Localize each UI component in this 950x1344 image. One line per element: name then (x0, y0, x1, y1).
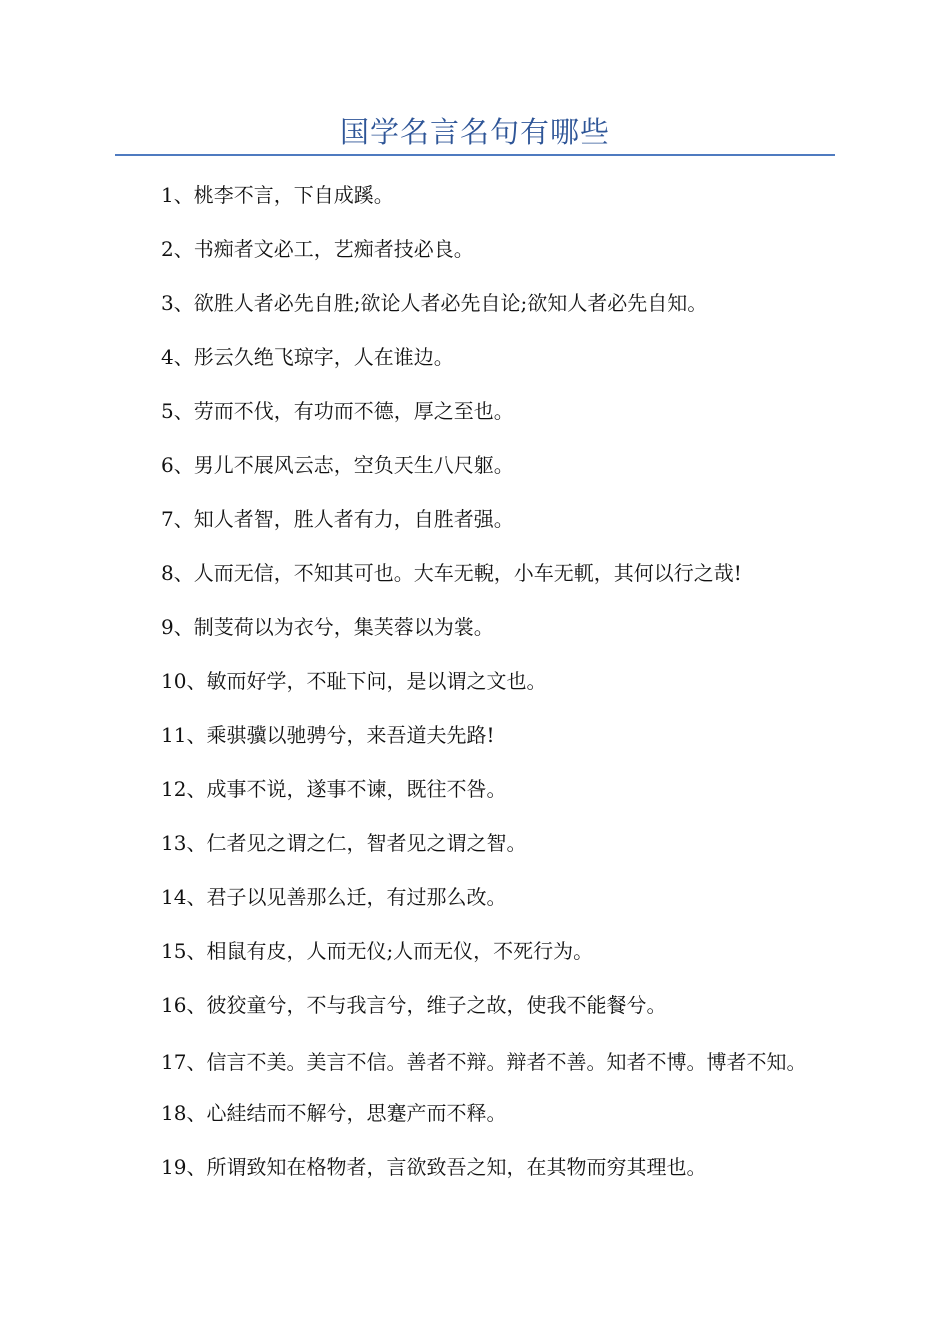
quote-item-12: 12、成事不说，遂事不谏，既往不咎。 (161, 777, 507, 801)
quote-item-2: 2、书痴者文必工，艺痴者技必良。 (161, 237, 474, 261)
quote-item-5: 5、劳而不伐，有功而不德，厚之至也。 (161, 399, 514, 423)
quote-item-1: 1、桃李不言，下自成蹊。 (161, 183, 394, 207)
quote-item-18: 18、心絓结而不解兮，思蹇产而不释。 (161, 1101, 507, 1125)
quote-item-6: 6、男儿不展风云志，空负天生八尺躯。 (161, 453, 514, 477)
quote-item-17: 17、信言不美。美言不信。善者不辩。辩者不善。知者不博。博者不知。 (161, 1050, 807, 1074)
quote-list (115, 179, 835, 1205)
quote-item-7: 7、知人者智，胜人者有力，自胜者强。 (161, 507, 514, 531)
quote-item-13: 13、仁者见之谓之仁，智者见之谓之智。 (161, 831, 527, 855)
quote-item-10: 10、敏而好学，不耻下问，是以谓之文也。 (161, 669, 547, 693)
quote-item-8: 8、人而无信，不知其可也。大车无輗，小车无軏，其何以行之哉! (161, 561, 742, 585)
quote-item-3: 3、欲胜人者必先自胜;欲论人者必先自论;欲知人者必先自知。 (161, 291, 708, 315)
quote-item-19: 19、所谓致知在格物者，言欲致吾之知，在其物而穷其理也。 (161, 1155, 707, 1179)
quote-item-4: 4、彤云久绝飞琼字，人在谁边。 (161, 345, 454, 369)
quote-item-16: 16、彼狡童兮，不与我言兮，维子之故，使我不能餐兮。 (161, 993, 667, 1017)
quote-item-9: 9、制芰荷以为衣兮，集芙蓉以为裳。 (161, 615, 494, 639)
quote-item-15: 15、相鼠有皮，人而无仪;人而无仪，不死行为。 (161, 939, 594, 963)
quote-item-11: 11、乘骐骥以驰骋兮，来吾道夫先路! (161, 723, 495, 747)
page-title: 国学名言名句有哪些 (339, 115, 610, 149)
quote-item-14: 14、君子以见善那么迁，有过那么改。 (161, 885, 507, 909)
title-underline (115, 154, 835, 156)
